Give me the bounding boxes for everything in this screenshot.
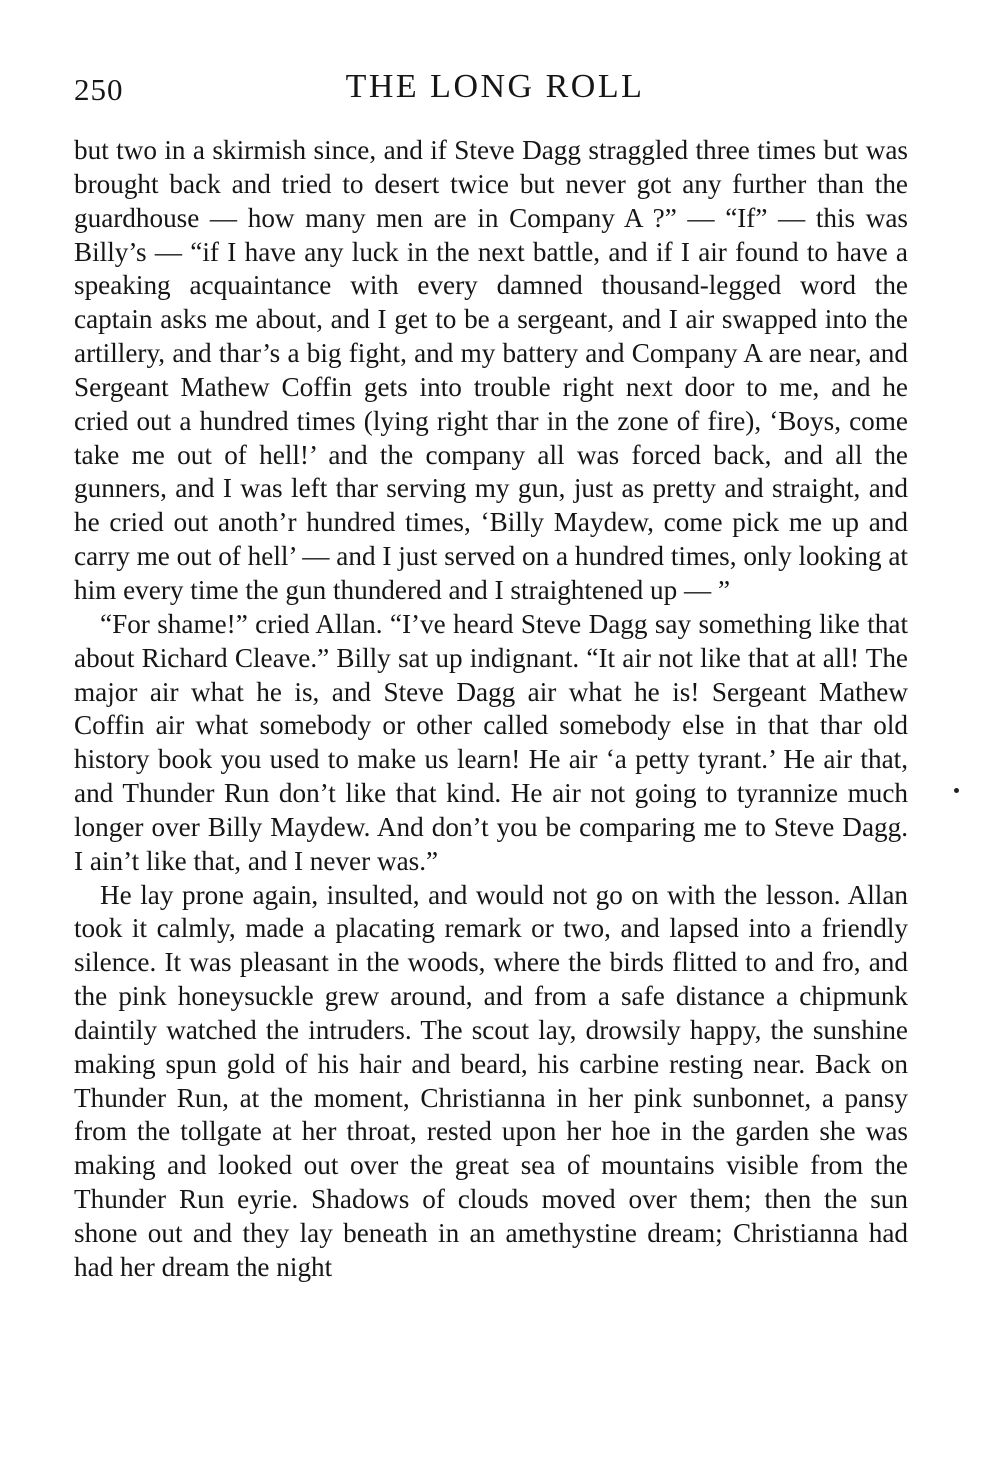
paragraph: but two in a skirmish since, and if Steve Dagg straggled three times but was brought back and tried to desert twice but never got any further than the guardhouse — how many men are in Company A ?” — “If” — this was Billy’s — “if I have any luck in the next battle, and if I air found to have a speaking acquaintance with every damned thousand-legged word the captain asks me about, and I get to be a sergeant, and I air swapped into the artillery, and thar’s a big fight, and my battery and Company A are near, and Sergeant Mathew Coffin gets into trouble right next door to me, and he cried out a hundred times (lying right thar in the zone of fire), ‘Boys, come take me out of hell!’ and the company all was forced back, and all the gunners, and I was left thar serving my gun, just as pretty and straight, and he cried out anoth’r hundred times, ‘Billy Maydew, come pick me up and carry me out of hell’ — and I just served on a hundred times, only looking at him every time the gun thundered and I straightened up — ” [74,135,908,605]
paragraph: “For shame!” cried Allan. “I’ve heard Steve Dagg say something like that about Richard Cleave.” Billy sat up indignant. “It air not like that at all! The major air what he is, and Steve Dagg air what he is! Sergeant Mathew Coffin air what somebody or other called somebody else in that thar old history book you used to make us learn! He air ‘a petty tyrant.’ He air that, and Thunder Run don’t like that kind. He air not going to tyrannize much longer over Billy Maydew. And don’t you be comparing me to Steve Dagg. I ain’t like that, and I never was.” [74,608,908,876]
page-number: 250 [74,72,124,107]
page-header [0,68,1000,108]
stray-ink-dot [954,788,959,793]
body-text [74,134,908,1285]
paragraph: He lay prone again, insulted, and would not go on with the lesson. Allan took it calmly, made a placating remark or two, and lapsed into a friendly silence. It was pleasant in the woods, where the birds flitted to and fro, and the pink honeysuckle grew around, and from a safe distance a chipmunk daintily watched the intruders. The scout lay, drowsily happy, the sunshine making spun gold of his hair and beard, his carbine resting near. Back on Thunder Run, at the moment, Christianna in her pink sunbonnet, a pansy from the tollgate at her throat, rested upon her hoe in the garden she was making and looked out over the great sea of mountains visible from the Thunder Run eyrie. Shadows of clouds moved over them; then the sun shone out and they lay beneath in an amethystine dream; Christianna had had her dream the night [74,879,908,1282]
running-head: THE LONG ROLL [345,68,645,105]
